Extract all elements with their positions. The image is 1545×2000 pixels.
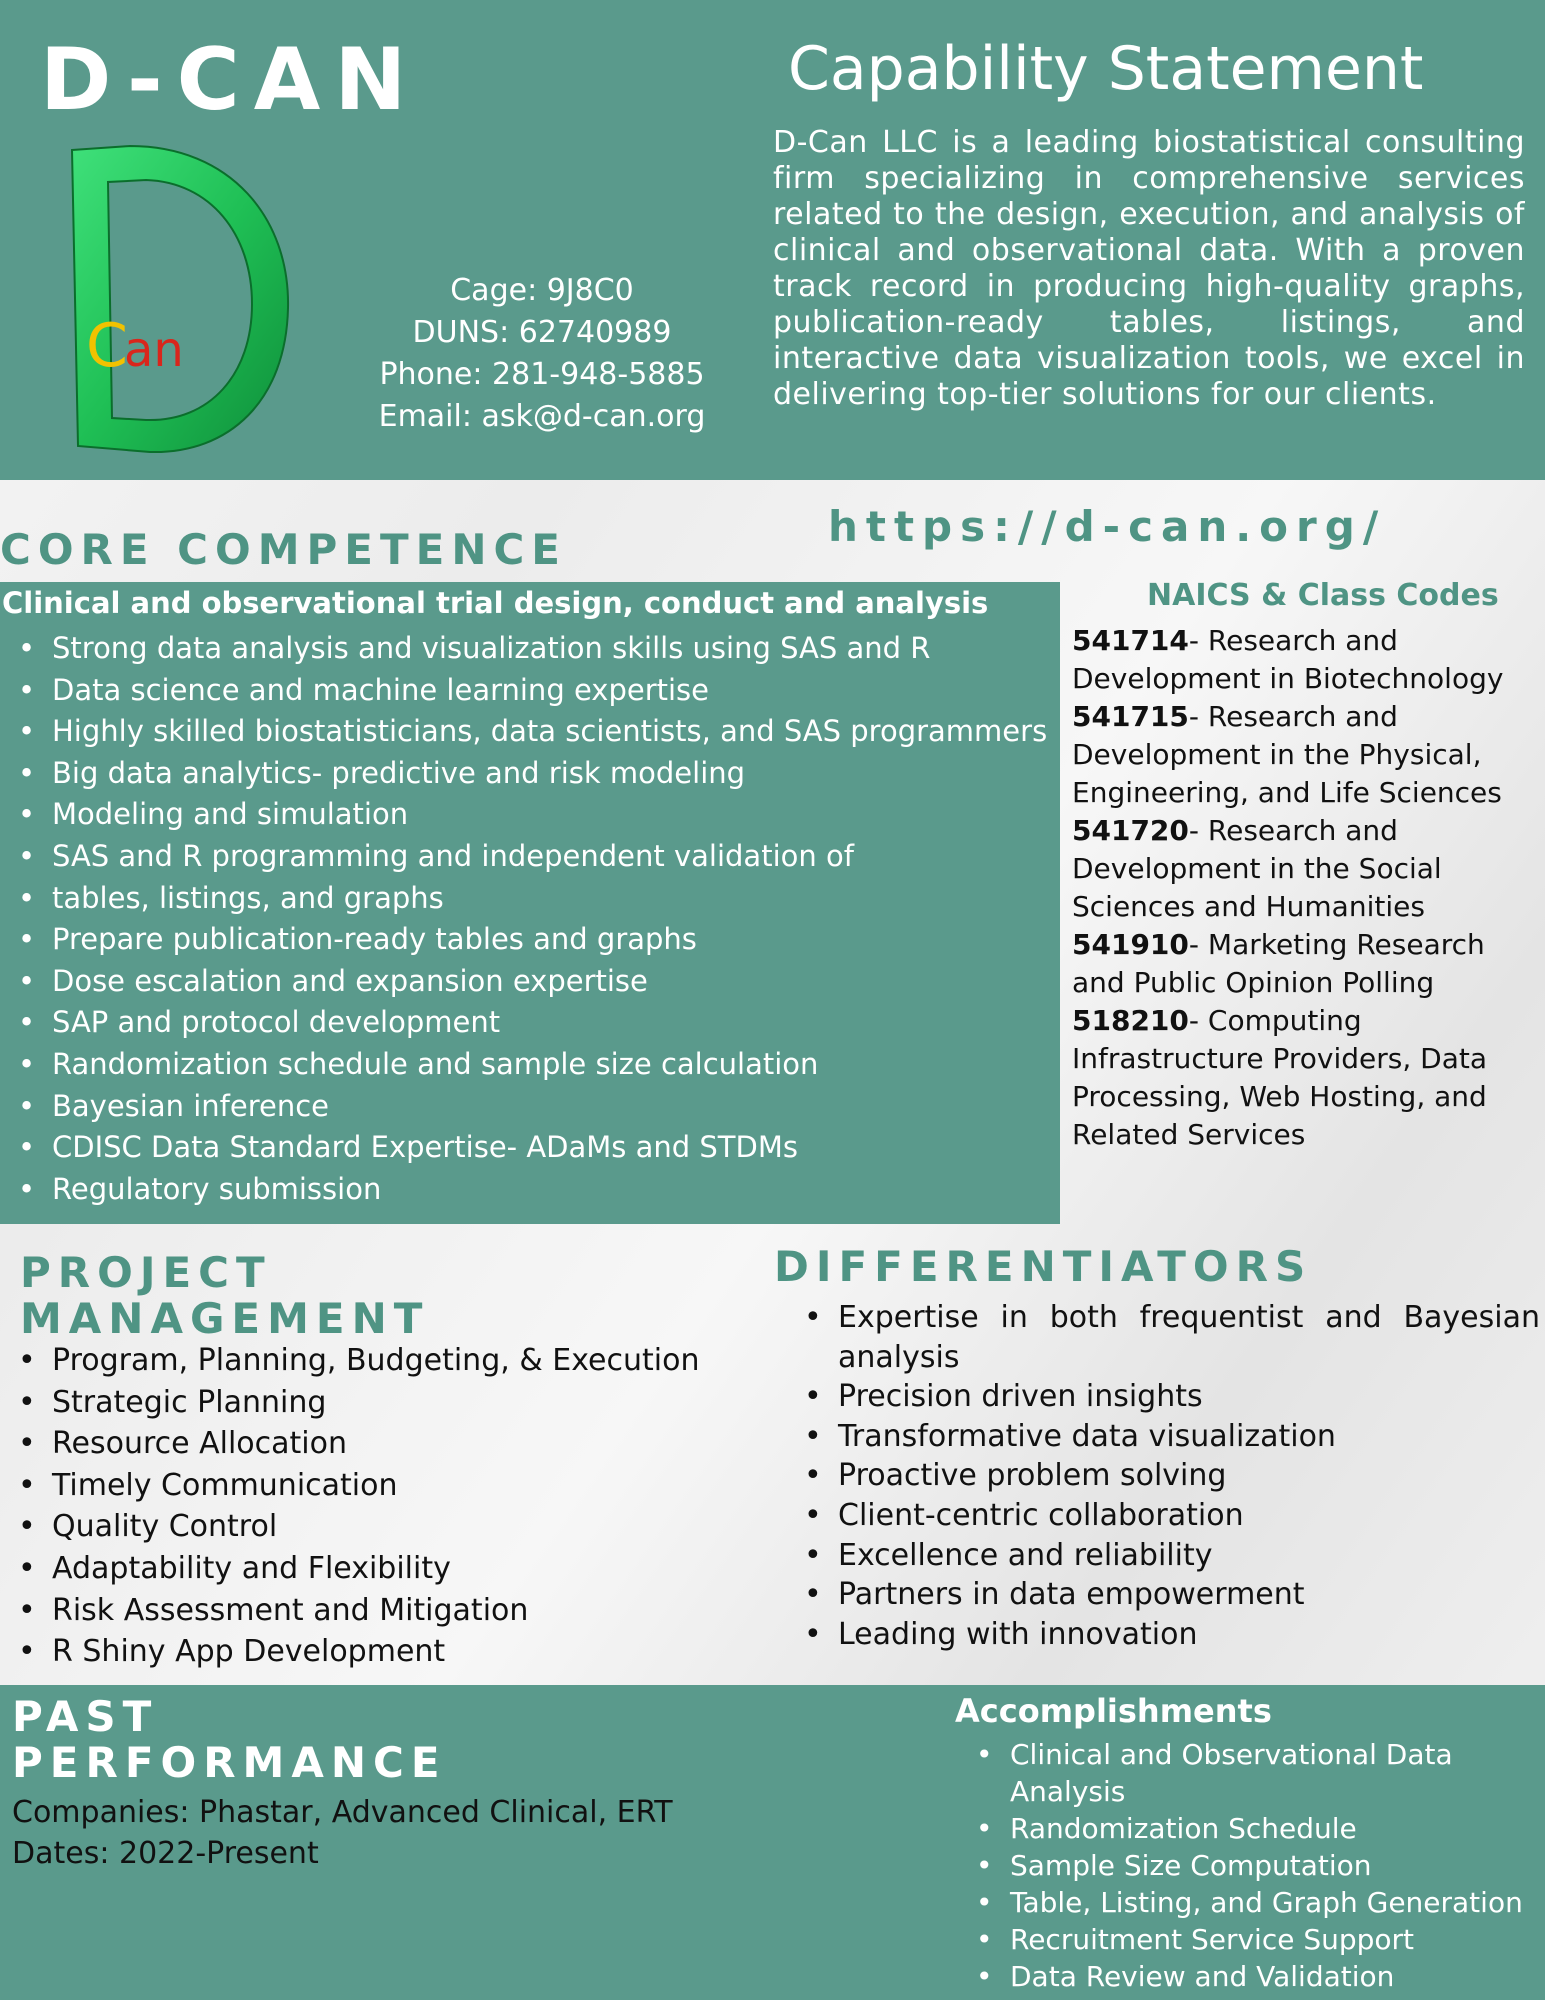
naics-description: - Marketing Research and Public Opinion Polling bbox=[1072, 928, 1485, 999]
core-competence-list bbox=[52, 628, 1052, 1210]
title-line: PROJECT bbox=[20, 1248, 272, 1297]
title-line: PERFORMANCE bbox=[12, 1738, 447, 1787]
naics-code: 518210 bbox=[1072, 1004, 1189, 1037]
naics-description: - Research and Development in the Social Sciences and Humanities bbox=[1072, 814, 1442, 923]
list-item: • Data Review and Validation bbox=[1010, 1958, 1530, 1995]
contact-info bbox=[352, 270, 732, 438]
list-item: • Prepare publication-ready tables and graphs bbox=[52, 919, 1052, 961]
capability-title: Capability Statement bbox=[788, 34, 1424, 104]
core-competence-subtitle: Clinical and observational trial design, conduct and analysis bbox=[2, 586, 989, 620]
naics-code: 541910 bbox=[1072, 928, 1189, 961]
naics-item bbox=[1072, 812, 1542, 926]
naics-item bbox=[1072, 622, 1542, 698]
list-item: • tables, listings, and graphs bbox=[52, 878, 1052, 920]
list-item: • Client-centric collaboration bbox=[838, 1496, 1540, 1536]
list-item: • Table, Listing, and Graph Generation bbox=[1010, 1884, 1530, 1921]
naics-code: 541720 bbox=[1072, 814, 1189, 847]
title-line: PAST bbox=[12, 1692, 159, 1741]
list-item: • Strong data analysis and visualization skills using SAS and R bbox=[52, 628, 1052, 670]
list-item: • Clinical and Observational Data Analysis bbox=[1010, 1736, 1530, 1810]
list-item: • Recruitment Service Support bbox=[1010, 1921, 1530, 1958]
list-item: • Precision driven insights bbox=[838, 1377, 1540, 1417]
list-item: • Regulatory submission bbox=[52, 1169, 1052, 1211]
accomplishments-title: Accomplishments bbox=[955, 1692, 1272, 1730]
core-competence-title: CORE COMPETENCE bbox=[0, 525, 567, 574]
differentiators-title: DIFFERENTIATORS bbox=[774, 1242, 1313, 1291]
naics-code: 541715 bbox=[1072, 700, 1189, 733]
naics-item bbox=[1072, 698, 1542, 812]
brand-name: D-CAN bbox=[40, 30, 421, 130]
list-item: • Program, Planning, Budgeting, & Execution bbox=[52, 1340, 752, 1382]
list-item: • SAS and R programming and independent validation of bbox=[52, 836, 1052, 878]
list-item: • Dose escalation and expansion expertise bbox=[52, 961, 1052, 1003]
list-item: • Risk Assessment and Mitigation bbox=[52, 1590, 752, 1632]
list-item: • Adaptability and Flexibility bbox=[52, 1548, 752, 1590]
list-item: • Big data analytics- predictive and risk modeling bbox=[52, 753, 1052, 795]
differentiators-list bbox=[838, 1298, 1540, 1654]
phone-number[interactable]: Phone: 281-948-5885 bbox=[379, 357, 705, 392]
list-item: • Partners in data empowerment bbox=[838, 1575, 1540, 1615]
naics-item bbox=[1072, 926, 1542, 1002]
list-item: • R Shiny App Development bbox=[52, 1631, 752, 1673]
past-performance-title bbox=[12, 1694, 612, 1786]
list-item: • Timely Communication bbox=[52, 1465, 752, 1507]
project-management-list bbox=[52, 1340, 752, 1673]
list-item: • CDISC Data Standard Expertise- ADaMs and STDMs bbox=[52, 1127, 1052, 1169]
dates-text: Dates: 2022-Present bbox=[12, 1836, 319, 1871]
logo-an-letters: an bbox=[124, 322, 184, 378]
email-address[interactable]: Email: ask@d-can.org bbox=[378, 399, 706, 434]
list-item: • Randomization Schedule bbox=[1010, 1810, 1530, 1847]
logo-c-letter: C bbox=[86, 311, 128, 381]
naics-code-list bbox=[1072, 622, 1542, 1154]
capability-description: D-Can LLC is a leading biostatistical consulting firm specializing in comprehensive services related to the design, execution, and analysis of clinical and observational data. With a proven track record in producing high-quality graphs, publication-ready tables, listings, and interactive data visualization tools, we excel in delivering top-tier solutions for our clients. bbox=[773, 125, 1525, 412]
list-item: • Data science and machine learning expertise bbox=[52, 670, 1052, 712]
naics-code: 541714 bbox=[1072, 624, 1189, 657]
naics-description: - Research and Development in Biotechnology bbox=[1072, 624, 1504, 695]
list-item: • Randomization schedule and sample size calculation bbox=[52, 1044, 1052, 1086]
list-item: • Expertise in both frequentist and Bayesian analysis bbox=[838, 1298, 1540, 1377]
list-item: • Quality Control bbox=[52, 1506, 752, 1548]
list-item: • Proactive problem solving bbox=[838, 1456, 1540, 1496]
naics-title: NAICS & Class Codes bbox=[1147, 578, 1499, 613]
project-management-title bbox=[20, 1250, 580, 1342]
list-item: • Sample Size Computation bbox=[1010, 1847, 1530, 1884]
website-link[interactable]: https://d-can.org/ bbox=[828, 502, 1387, 551]
list-item: • Strategic Planning bbox=[52, 1382, 752, 1424]
list-item: • Resource Allocation bbox=[52, 1423, 752, 1465]
duns-number: DUNS: 62740989 bbox=[412, 315, 672, 350]
naics-description: - Computing Infrastructure Providers, Data Processing, Web Hosting, and Related Services bbox=[1072, 1004, 1488, 1151]
list-item: • Transformative data visualization bbox=[838, 1417, 1540, 1457]
list-item: • Highly skilled biostatisticians, data scientists, and SAS programmers bbox=[52, 711, 1052, 753]
title-line: MANAGEMENT bbox=[20, 1294, 430, 1343]
accomplishments-list bbox=[1010, 1736, 1530, 1995]
list-item: • Modeling and simulation bbox=[52, 794, 1052, 836]
companies-text: Companies: Phastar, Advanced Clinical, ERT bbox=[12, 1795, 673, 1830]
list-item: • Leading with innovation bbox=[838, 1615, 1540, 1655]
past-performance-info bbox=[12, 1792, 673, 1874]
d-can-logo bbox=[60, 138, 300, 458]
list-item: • SAP and protocol development bbox=[52, 1002, 1052, 1044]
list-item: • Excellence and reliability bbox=[838, 1536, 1540, 1576]
naics-description: - Research and Development in the Physical, Engineering, and Life Sciences bbox=[1072, 700, 1502, 809]
list-item: • Bayesian inference bbox=[52, 1086, 1052, 1128]
naics-item bbox=[1072, 1002, 1542, 1154]
cage-code: Cage: 9J8C0 bbox=[450, 273, 634, 308]
